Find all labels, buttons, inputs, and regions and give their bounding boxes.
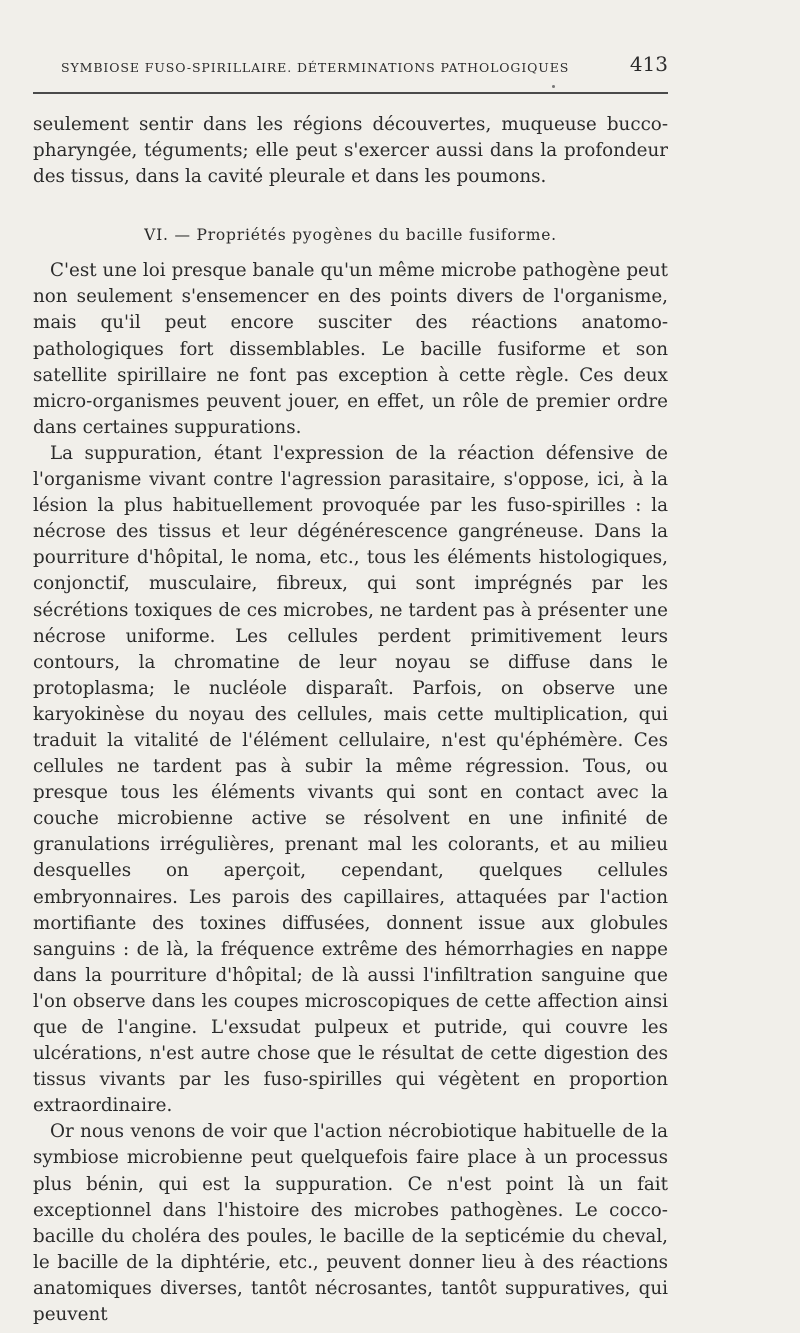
body-text [33, 112, 668, 1328]
header-mark [552, 85, 555, 88]
paragraph: La suppuration, étant l'expression de la réaction défensive de l'organisme vivant contre l'agression parasitaire, s'oppose, ici, à la lésion la plus habituellement provoquée par les fuso-spirilles : la nécrose des tissus et leur dégénérescence gangréneuse. Dans la pourriture d'hôpital, le noma, etc., tous les éléments histologiques, conjonctif, musculaire, fibreux, qui sont imprégnés par les sécrétions toxiques de ces microbes, ne tardent pas à présenter une nécrose uniforme. Les cellules perdent primitivement leurs contours, la chromatine de leur noyau se diffuse dans le protoplasma; le nucléole disparaît. Parfois, on observe une karyokinèse du noyau des cellules, mais cette multiplication, qui traduit la vitalité de l'élément cellulaire, n'est qu'éphémère. Ces cellules ne tardent pas à subir la même régression. Tous, ou presque tous les éléments vivants qui sont en contact avec la couche microbienne active se résolvent en une infinité de granulations irrégulières, prenant mal les colorants, et au milieu desquelles on aperçoit, cependant, quelques cellules embryonnaires. Les parois des capillaires, attaquées par l'action mortifiante des toxines diffusées, donnent issue aux globules sanguins : de là, la fréquence extrême des hémorrhagies en nappe dans la pourriture d'hôpital; de là aussi l'infiltration sanguine que l'on observe dans les coupes microscopiques de cette affection ainsi que de l'angine. L'exsudat pulpeux et putride, qui couvre les ulcérations, n'est autre chose que le résultat de cette digestion des tissus vivants par les fuso-spirilles qui végètent en proportion extraordinaire. [33, 442, 668, 1117]
running-head [33, 50, 668, 80]
paragraph: C'est une loi presque banale qu'un même microbe pathogène peut non seulement s'ensemencer en des points divers de l'organisme, mais qu'il peut encore susciter des réactions anatomo-pathologiques fort dissemblables. Le bacille fusiforme et son satellite spirillaire ne font pas exception à cette règle. Ces deux micro-organismes peuvent jouer, en effet, un rôle de premier ordre dans certaines suppurations. [33, 260, 668, 438]
running-title: SYMBIOSE FUSO-SPIRILLAIRE. DÉTERMINATIONS PATHOLOGIQUES [61, 60, 570, 75]
paragraph: Or nous venons de voir que l'action nécrobiotique habituelle de la symbiose microbienne peut quelquefois faire place à un processus plus bénin, qui est la suppuration. Ce n'est point là un fait exceptionnel dans l'histoire des microbes pathogènes. Le cocco-bacille du choléra des poules, le bacille de la septicémie du cheval, le bacille de la diphtérie, etc., peuvent donner lieu à des réactions anatomiques diverses, tantôt nécrosantes, tantôt suppuratives, qui peuvent [33, 1121, 668, 1326]
continuation-paragraph: seulement sentir dans les régions découvertes, muqueuse bucco-pharyngée, téguments; elle peut s'exercer aussi dans la profondeur des tissus, dans la cavité pleurale et dans les poumons. [33, 114, 668, 188]
section-heading: VI. — Propriétés pyogènes du bacille fusiforme. [144, 226, 557, 245]
header-rule [33, 92, 668, 94]
page-number: 413 [629, 52, 668, 76]
